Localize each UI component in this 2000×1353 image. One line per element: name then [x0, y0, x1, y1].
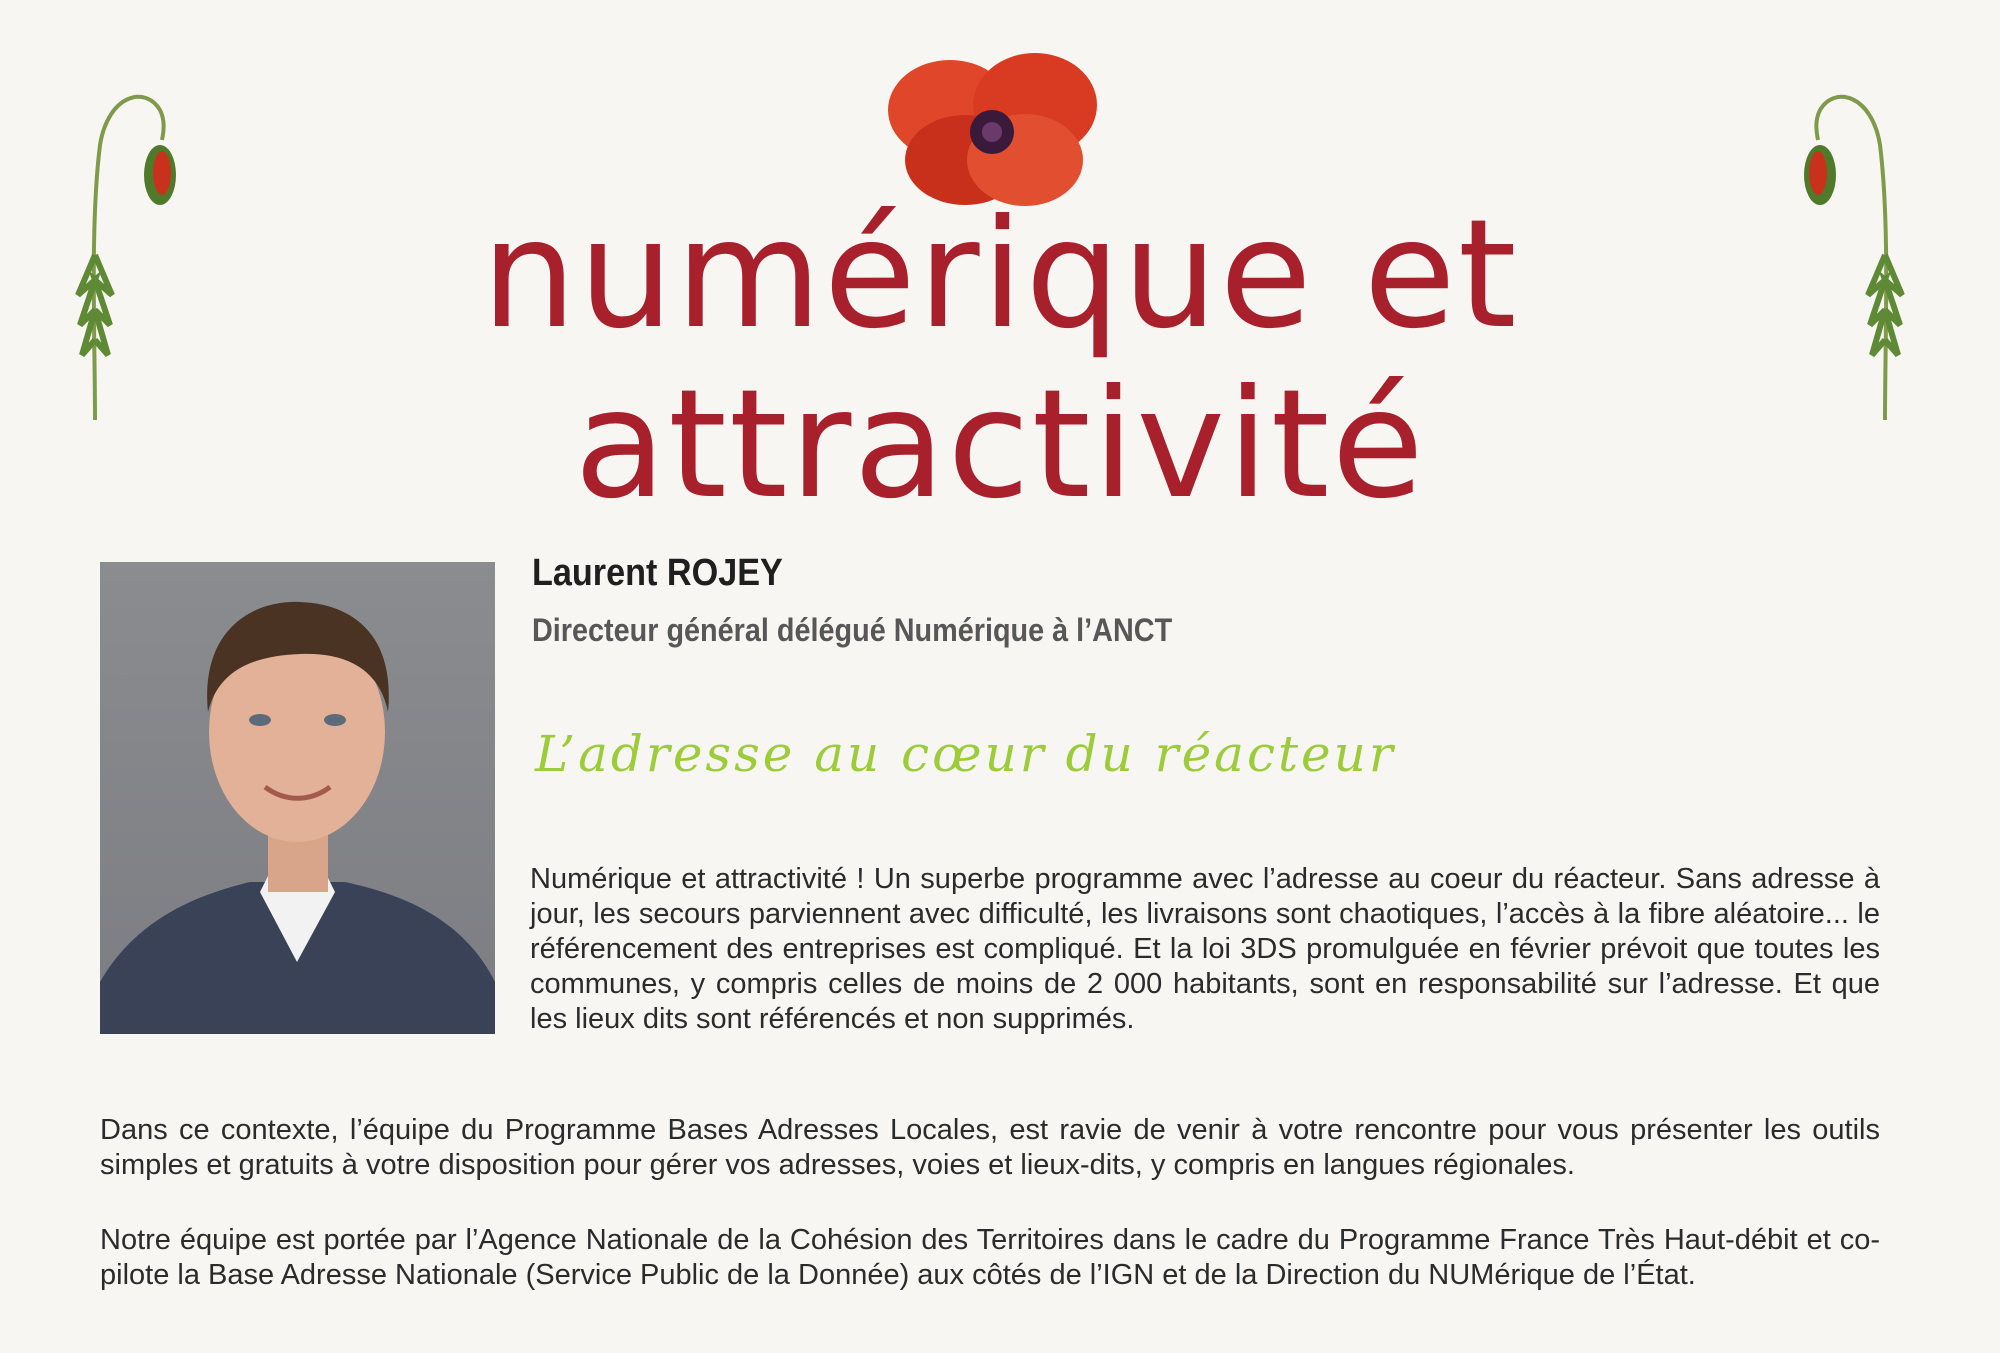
page-headline: numérique et attractivité — [481, 188, 1519, 532]
author-portrait-photo — [100, 562, 495, 1034]
paragraph-team: Notre équipe est portée par l’Agence Nationale de la Cohésion des Territoires dans le cadre du Programme France Très Haut-débit et co-pilote la Base Adresse Nationale (Service Public de la Donnée) aux côtés de l’IGN et de la Direction du NUMérique de l’État. — [100, 1224, 1880, 1291]
article-subtitle: L’adresse au cœur du réacteur — [535, 725, 1396, 783]
paragraph-context: Dans ce contexte, l’équipe du Programme Bases Adresses Locales, est ravie de venir à votre rencontre pour vous présenter les outils simples et gratuits à votre disposition pour gérer vos adresses, voies et lieux-dits, y compris en langues régionales. — [100, 1114, 1880, 1181]
author-role: Directeur général délégué Numérique à l’ANCT — [532, 612, 1173, 648]
paragraph-intro: Numérique et attractivité ! Un superbe programme avec l’adresse au coeur du réacteur. Sans adresse à jour, les secours parviennent avec difficulté, les livraisons sont chaotiques, l’accès à la fibre aléatoire... le référencement des entreprises est compliqué. Et la loi 3DS promulguée en février prévoit que toutes les communes, y compris celles de moins de 2 000 habitants, sont en responsabilité sur l’adresse. Et que les lieux dits sont référencés et non supprimés. — [530, 863, 1880, 1035]
author-name: Laurent ROJEY — [532, 552, 783, 594]
